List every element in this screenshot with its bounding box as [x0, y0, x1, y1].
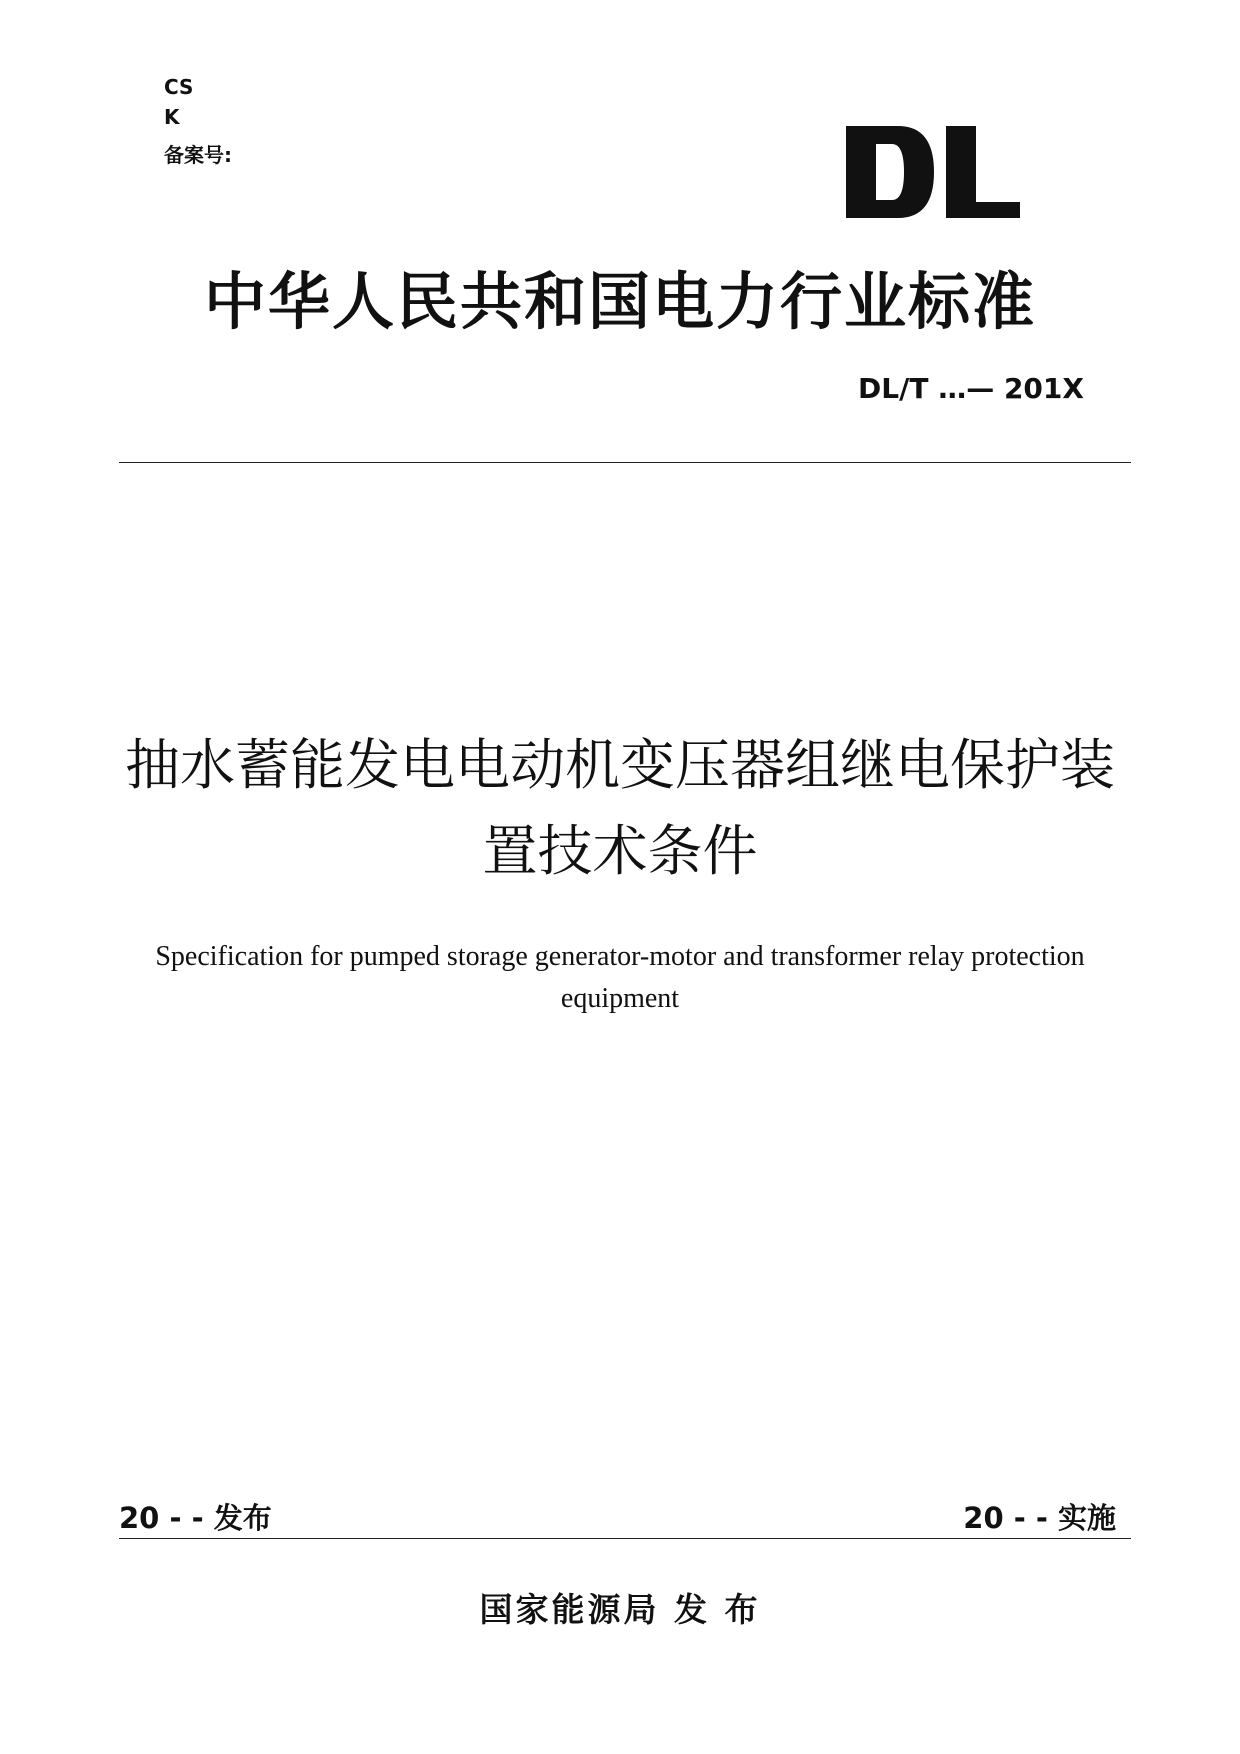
top-divider — [119, 462, 1131, 463]
filing-number-label: 备案号: — [164, 143, 232, 167]
standard-banner-title: 中华人民共和国电力行业标准 — [203, 265, 1036, 338]
publisher: 国家能源局 发 布 — [479, 1590, 761, 1629]
chinese-title-line-1: 抽水蓄能发电电动机变压器组继电保护装 — [124, 733, 1115, 797]
english-title-line-1: Specification for pumped storage generator-motor and transformer relay protection — [155, 941, 1085, 972]
english-title — [110, 936, 1130, 1020]
classification-code-line-1: CS — [164, 75, 194, 99]
implementation-date: 20 - - 实施 — [963, 1501, 1116, 1535]
classification-code-line-2: K — [164, 105, 180, 129]
bottom-divider — [119, 1538, 1131, 1539]
chinese-title — [100, 722, 1140, 894]
dl-logo-mark — [846, 124, 1022, 220]
chinese-title-line-2: 置技术条件 — [482, 819, 758, 883]
issue-date: 20 - - 发布 — [119, 1501, 272, 1535]
standard-number: DL/T …— 201X — [858, 372, 1084, 405]
english-title-line-2: equipment — [560, 983, 680, 1014]
dl-logo — [846, 124, 1022, 220]
